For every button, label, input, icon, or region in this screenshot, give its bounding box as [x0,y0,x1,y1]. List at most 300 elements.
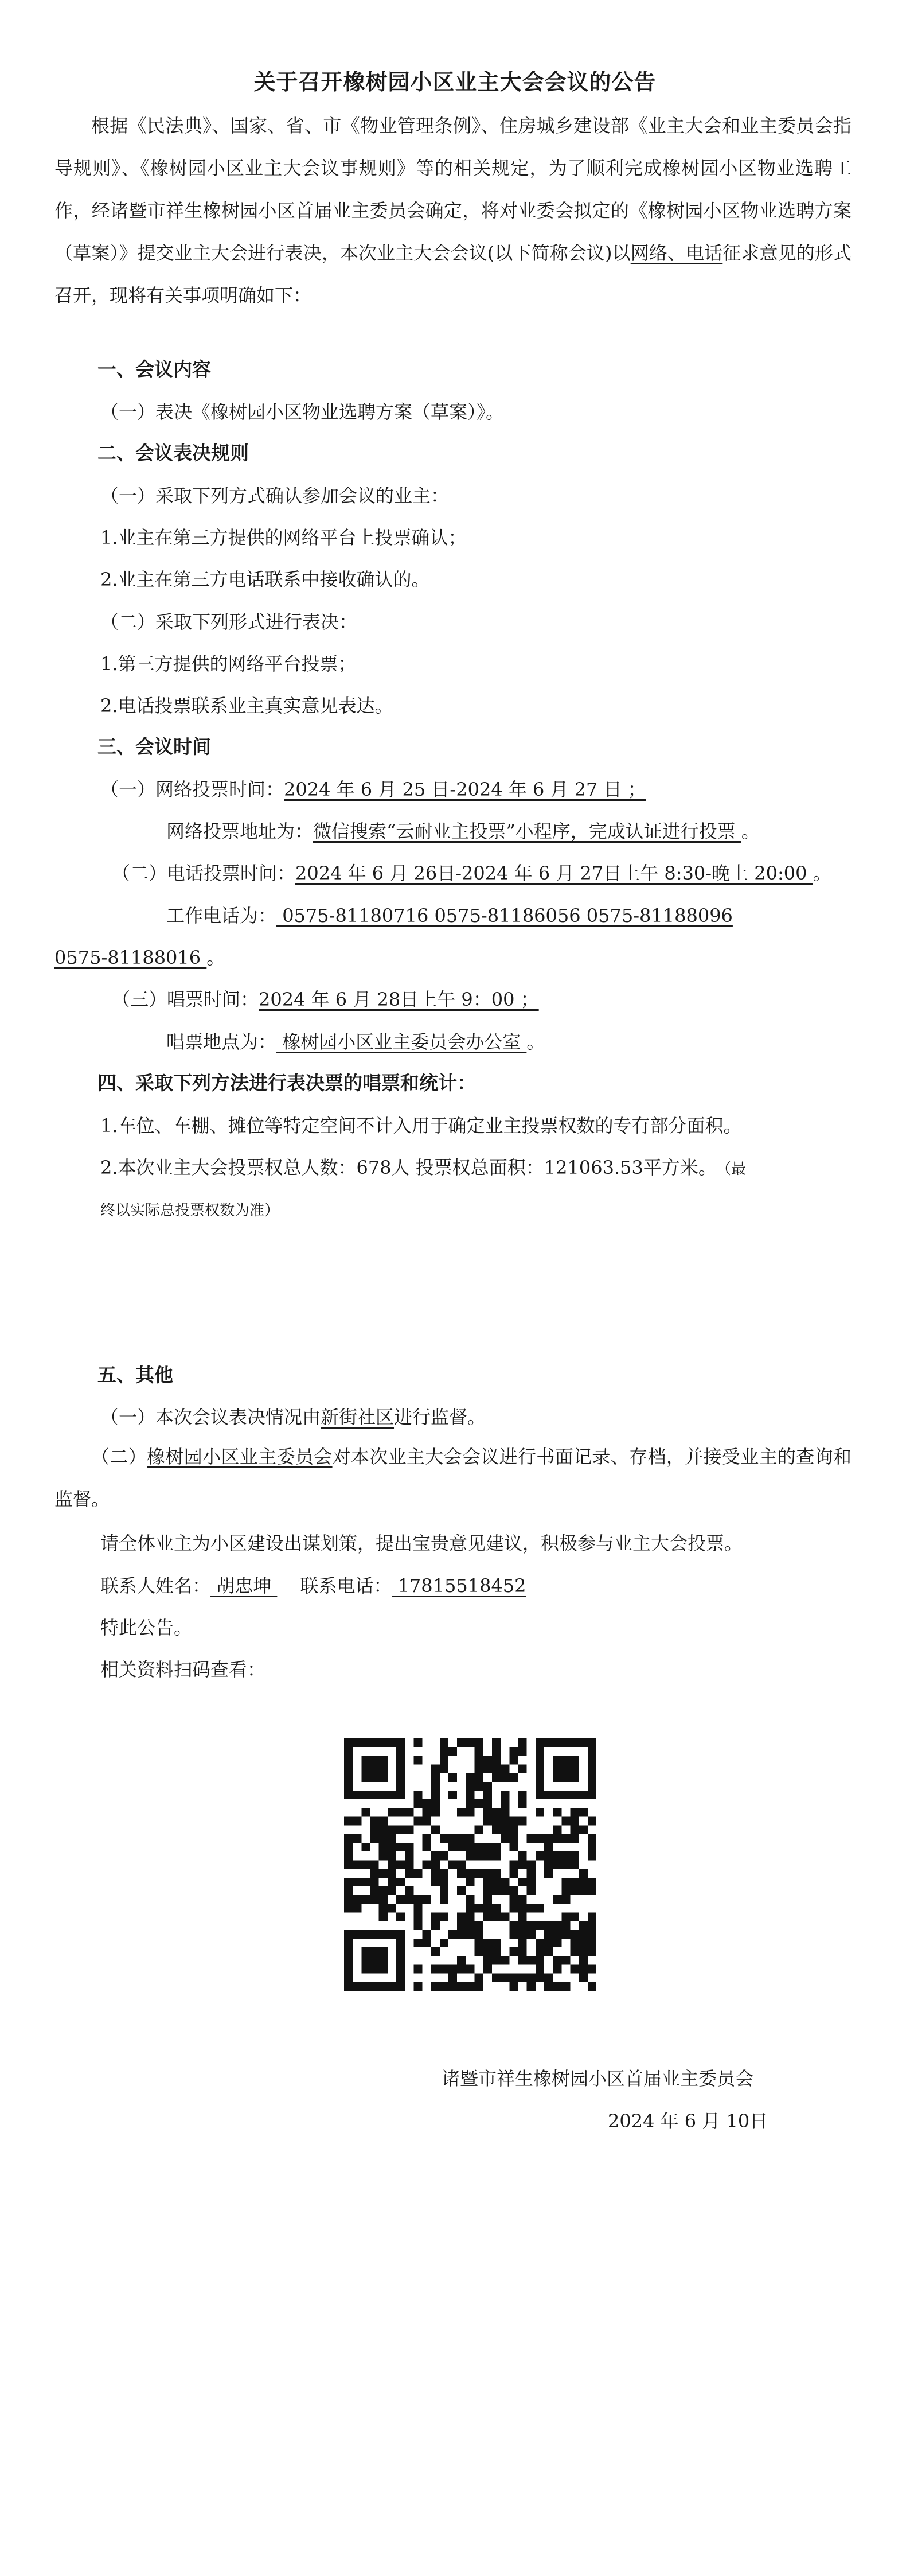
qr-module [379,1930,388,1939]
qr-module [579,1826,588,1834]
qr-module [344,1756,353,1764]
qr-module [361,1982,370,1991]
qr-module [379,1886,388,1895]
committee-name: 橡树园小区业主委员会 [147,1446,333,1468]
qr-module [536,1904,544,1912]
qr-module [379,1956,388,1964]
qr-module [501,1956,509,1964]
section-heading-2: 二、会议表决规则 [97,442,249,464]
qr-module [509,1895,518,1904]
qr-module [344,1782,353,1791]
qr-module [561,1756,570,1764]
qr-module [370,1895,379,1904]
qr-module [544,1974,553,1982]
qr-module [370,1791,379,1799]
qr-module [440,1834,448,1843]
counting-place-value: 橡树园小区业主委员会办公室 [276,1031,527,1053]
qr-module [492,1747,501,1756]
qr-module [509,1886,518,1895]
qr-module [440,1878,448,1886]
qr-module [536,1791,544,1799]
qr-module [475,1869,483,1878]
qr-module [423,1860,431,1869]
qr-module [518,1799,526,1808]
qr-module [570,1886,579,1895]
qr-module [579,1869,588,1878]
qr-module [509,1869,518,1878]
qr-module [388,1982,396,1991]
qr-module [423,1834,431,1843]
qr-module [553,1738,561,1747]
qr-module [561,1773,570,1782]
qr-module [431,1964,440,1973]
qr-module [361,1843,370,1851]
qr-module [518,1921,526,1930]
intro-text: 根据《民法典》、国家、省、市《物业管理条例》、住房城乡建设部《业主大会和业主委员会指导规则》、《橡树园小区业主大会议事规则》等的相关规定，为了顺利完成橡树园小区物业选聘工作，经诸暨市祥生橡树园小区首届业主委员会确定，将对业委会拟定的《橡树园小区物业选聘方案（草案）》提交业主大会进行表决，本次业主大会会议(以下简称会议)以 [54,115,852,264]
qr-module [466,1869,474,1878]
qr-module [588,1738,596,1747]
qr-module [553,1921,561,1930]
qr-module [466,1791,474,1799]
qr-module [588,1930,596,1939]
qr-module [475,1773,483,1782]
qr-module [388,1834,396,1843]
qr-module [457,1843,466,1851]
qr-module [431,1799,440,1808]
qr-module [553,1964,561,1973]
qr-module [440,1912,448,1921]
qr-module [388,1930,396,1939]
qr-module [483,1799,492,1808]
qr-module [570,1756,579,1764]
qr-module [457,1869,466,1878]
qr-module [483,1912,492,1921]
qr-module [492,1912,501,1921]
qr-module [344,1834,353,1843]
qr-module [544,1982,553,1991]
qr-module [396,1782,405,1791]
qr-module [492,1974,501,1982]
qr-module [483,1895,492,1904]
qr-module [361,1773,370,1782]
sec1-item1: （一）表决《橡树园小区物业选聘方案（草案）》。 [100,401,505,423]
qr-module [570,1791,579,1799]
qr-code-image[interactable] [344,1738,596,1991]
qr-module [483,1782,492,1791]
qr-module [370,1738,379,1747]
qr-module [361,1947,370,1956]
qr-module [544,1834,553,1843]
qr-module [492,1756,501,1764]
qr-module [353,1791,361,1799]
qr-module [457,1921,466,1930]
qr-module [405,1869,413,1878]
counting-place-end: 。 [526,1031,545,1053]
qr-module [527,1834,536,1843]
qr-module [536,1765,544,1773]
sec5-item1-post: 进行监督。 [394,1406,486,1428]
qr-module [440,1756,448,1764]
qr-module [475,1939,483,1947]
contact-phone: 17815518452 [392,1575,526,1597]
counting-place [166,1029,545,1054]
tel-vote-time [112,861,831,886]
qr-module [431,1947,440,1956]
qr-module [544,1860,553,1869]
qr-module [405,1808,413,1816]
qr-module [431,1982,440,1991]
qr-module [553,1765,561,1773]
qr-module [588,1947,596,1956]
qr-module [423,1939,431,1947]
signature-date: 2024 年 6 月 10日 [608,2110,768,2132]
qr-module [553,1773,561,1782]
sec4-item2-text: 2.本次业主大会投票权总人数：678人 投票权总面积：121063.53平方米。 [100,1157,717,1178]
qr-module [536,1851,544,1860]
qr-module [379,1834,388,1843]
qr-module [475,1765,483,1773]
qr-module [492,1773,501,1782]
qr-module [518,1747,526,1756]
tel-vote-label: （二）电话投票时间： [112,862,296,884]
qr-module [466,1799,474,1808]
qr-module [492,1851,501,1860]
qr-module [501,1791,509,1799]
qr-module [536,1974,544,1982]
qr-module [570,1817,579,1826]
qr-module [579,1974,588,1982]
qr-module [344,1851,353,1860]
qr-module [509,1826,518,1834]
qr-module [483,1878,492,1886]
intro-text-end: 征求意见的形式召开，现将有关事项明确如下： [54,242,852,306]
qr-module [518,1895,526,1904]
qr-module [544,1851,553,1860]
qr-module [396,1982,405,1991]
qr-module [440,1738,448,1747]
qr-module [448,1747,457,1756]
qr-module [536,1921,544,1930]
qr-module [431,1878,440,1886]
qr-module [561,1895,570,1904]
qr-module [518,1956,526,1964]
qr-module [370,1834,379,1843]
qr-module [553,1851,561,1860]
qr-module [405,1851,413,1860]
qr-module [527,1930,536,1939]
qr-module [396,1974,405,1982]
qr-module [466,1738,474,1747]
qr-module [483,1964,492,1973]
qr-module [466,1964,474,1973]
qr-module [466,1878,474,1886]
qr-module [544,1791,553,1799]
qr-module [492,1878,501,1886]
qr-module [561,1921,570,1930]
qr-module [483,1791,492,1799]
qr-module [440,1895,448,1904]
qr-module [509,1930,518,1939]
qr-module [588,1851,596,1860]
qr-module [553,1756,561,1764]
qr-module [466,1921,474,1930]
qr-module [370,1773,379,1782]
qr-module [396,1895,405,1904]
qr-module [370,1756,379,1764]
net-vote-time [100,777,646,802]
qr-module [588,1886,596,1895]
qr-module [423,1843,431,1851]
qr-module [536,1947,544,1956]
qr-module [396,1808,405,1816]
sec2-sub1-b: 2.业主在第三方电话联系中接收确认的。 [100,569,430,590]
qr-module [413,1912,422,1921]
qr-module [518,1860,526,1869]
qr-module [492,1956,501,1964]
qr-module [518,1939,526,1947]
qr-module [466,1982,474,1991]
qr-module [353,1817,361,1826]
qr-module [405,1843,413,1851]
qr-module [353,1895,361,1904]
qr-module [579,1738,588,1747]
qr-module [527,1904,536,1912]
section-heading-3: 三、会议时间 [97,736,211,758]
qr-module [423,1817,431,1826]
counting-time [112,987,539,1012]
qr-module [344,1930,353,1939]
qr-module [448,1974,457,1982]
qr-module [370,1878,379,1886]
qr-module [396,1860,405,1869]
sec5-item2-post: 对本次业主大会会议进行书面记录、存档，并接受业主的查询和监督。 [54,1446,852,1510]
qr-module [553,1826,561,1834]
qr-module [440,1886,448,1895]
qr-module [475,1982,483,1991]
contact-line [100,1573,526,1598]
qr-module [579,1921,588,1930]
qr-module [388,1904,396,1912]
qr-module [536,1747,544,1756]
qr-module [588,1843,596,1851]
qr-module [518,1817,526,1826]
qr-module [561,1851,570,1860]
qr-module [509,1747,518,1756]
qr-module [509,1756,518,1764]
qr-module [431,1773,440,1782]
qr-module [483,1947,492,1956]
qr-module [527,1886,536,1895]
qr-module [483,1904,492,1912]
qr-module [370,1956,379,1964]
qr-module [344,1982,353,1991]
qr-module [527,1956,536,1964]
qr-module [448,1860,457,1869]
qr-module [588,1773,596,1782]
qr-module [361,1791,370,1799]
work-phone-label: 工作电话为： [166,905,277,927]
qr-module [440,1964,448,1973]
qr-module [466,1808,474,1816]
qr-module [344,1791,353,1799]
net-vote-value: 2024 年 6 月 25 日-2024 年 6 月 27 日 ； [284,779,646,800]
section-heading-1: 一、会议内容 [97,358,211,380]
qr-module [536,1738,544,1747]
qr-module [353,1860,361,1869]
sec4-item2-note-a: （最 [723,1161,746,1178]
net-addr-label: 网络投票地址为： [166,820,314,842]
qr-module [423,1799,431,1808]
notice-text: 特此公告。 [100,1617,193,1639]
qr-module [466,1895,474,1904]
qr-module [396,1791,405,1799]
sec2-sub1-a: 1.业主在第三方提供的网络平台上投票确认； [100,527,467,548]
qr-module [396,1912,405,1921]
work-phones-line1 [166,903,733,928]
section-heading-4: 四、采取下列方法进行表决票的唱票和统计： [97,1072,476,1094]
qr-module [475,1921,483,1930]
qr-module [457,1738,466,1747]
sec5-item1 [100,1404,486,1430]
qr-module [431,1921,440,1930]
counting-place-label: 唱票地点为： [166,1031,277,1053]
qr-module [413,1939,422,1947]
qr-module [361,1930,370,1939]
qr-module [457,1982,466,1991]
qr-module [448,1843,457,1851]
net-vote-address [166,819,760,844]
qr-module [579,1878,588,1886]
qr-module [492,1904,501,1912]
qr-module [353,1738,361,1747]
qr-module [509,1817,518,1826]
contact-name-label: 联系人姓名： [100,1575,211,1597]
qr-module [475,1974,483,1982]
qr-module [413,1756,422,1764]
qr-module [579,1930,588,1939]
qr-module [518,1904,526,1912]
qr-module [536,1756,544,1764]
qr-module [396,1756,405,1764]
sec4-item2-note-b: 终以实际总投票权数为准） [100,1202,280,1219]
qr-module [431,1808,440,1816]
qr-module [561,1982,570,1991]
qr-module [466,1773,474,1782]
qr-module [448,1930,457,1939]
qr-module [405,1886,413,1895]
qr-module [457,1956,466,1964]
qr-module [396,1964,405,1973]
qr-module [379,1895,388,1904]
qr-module [475,1826,483,1834]
qr-module [492,1738,501,1747]
tel-vote-end: 。 [813,862,831,884]
net-addr-end: 。 [741,820,760,842]
qr-module [344,1964,353,1973]
qr-module [423,1930,431,1939]
qr-module [588,1756,596,1764]
qr-module [527,1869,536,1878]
qr-module [448,1791,457,1799]
qr-module [379,1982,388,1991]
qr-module [413,1738,422,1747]
qr-module [396,1843,405,1851]
qr-module [536,1834,544,1843]
work-phones-value-1: 0575-81180716 0575-81186056 0575-81188096 [276,905,733,927]
qr-module [570,1912,579,1921]
qr-module [501,1834,509,1843]
qr-module [536,1773,544,1782]
qr-module [483,1756,492,1764]
net-addr-value: 微信搜索“云耐业主投票”小程序，完成认证进行投票 [313,820,741,842]
qr-module [396,1956,405,1964]
qr-module [413,1791,422,1799]
qr-module [396,1878,405,1886]
qr-module [353,1930,361,1939]
qr-module [561,1912,570,1921]
qr-module [379,1964,388,1973]
qr-module [396,1930,405,1939]
qr-module [440,1982,448,1991]
qr-module [370,1817,379,1826]
qr-module [527,1974,536,1982]
qr-module [561,1930,570,1939]
qr-module [544,1947,553,1956]
qr-module [431,1782,440,1791]
work-phones-end: 。 [206,947,225,968]
qr-module [379,1826,388,1834]
qr-module [553,1895,561,1904]
qr-module [561,1886,570,1895]
qr-module [518,1765,526,1773]
qr-module [561,1738,570,1747]
qr-module [553,1930,561,1939]
qr-module [405,1826,413,1834]
qr-module [527,1878,536,1886]
qr-module [440,1869,448,1878]
qr-module [483,1843,492,1851]
qr-module [388,1808,396,1816]
qr-module [527,1860,536,1869]
qr-module [483,1817,492,1826]
qr-module [509,1947,518,1956]
qr-module [370,1964,379,1973]
sec4-item1: 1.车位、车棚、摊位等特定空间不计入用于确定业主投票权数的专有部分面积。 [100,1115,742,1137]
qr-module [536,1956,544,1964]
qr-module [475,1747,483,1756]
qr-module [570,1878,579,1886]
qr-module [457,1860,466,1869]
qr-module [570,1947,579,1956]
sec2-sub2-a: 1.第三方提供的网络平台投票； [100,653,357,675]
qr-module [344,1738,353,1747]
qr-module [396,1747,405,1756]
qr-module [475,1738,483,1747]
qr-module [370,1982,379,1991]
qr-module [379,1773,388,1782]
qr-module [518,1878,526,1886]
qr-module [344,1947,353,1956]
qr-module [388,1843,396,1851]
sec5-item2-pre: （二） [91,1446,147,1468]
qr-module [431,1869,440,1878]
qr-module [370,1869,379,1878]
qr-module [344,1860,353,1869]
qr-module [570,1765,579,1773]
qr-module [483,1886,492,1895]
sec5-item2 [54,1435,852,1520]
qr-module [431,1791,440,1799]
